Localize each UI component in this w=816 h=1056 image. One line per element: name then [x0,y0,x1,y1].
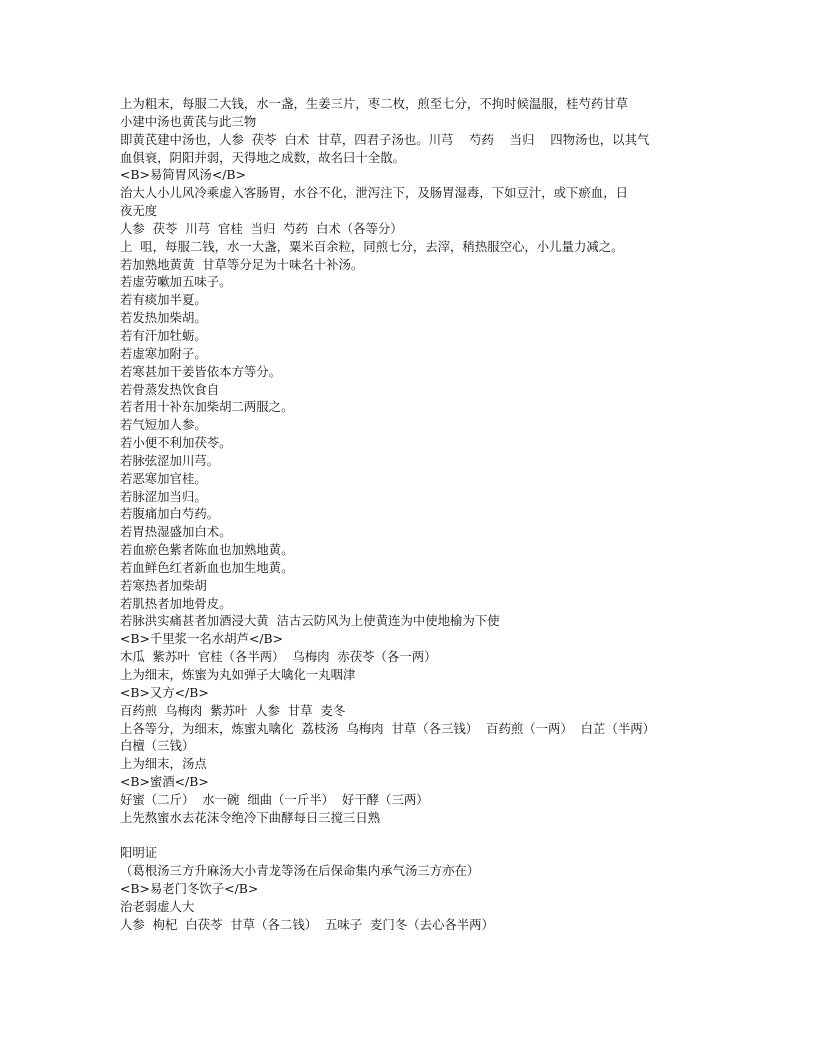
text-line: 若有痰加半夏。 [120,292,207,308]
text-line: （葛根汤三方升麻汤大小青龙等汤在后保命集内承气汤三方亦在） [120,863,480,879]
text-line: 若者用十补东加柴胡二两服之。 [120,399,294,415]
text-line: 即黄芪建中汤也，人参 茯苓 白术 甘草，四君子汤也。川芎 芍药 当归 四物汤也，以其气 [120,131,650,147]
text-line: <B>易简胃风汤</B> [120,167,246,183]
text-line: 若虚劳嗽加五味子。 [120,274,232,290]
text-line: 若寒热者加柴胡 [120,577,207,593]
text-line: 若虚寒加附子。 [120,345,207,361]
text-line: 若小便不利加茯苓。 [120,435,232,451]
text-line: 血俱衰，阴阳并弱，天得地之成数，故名曰十全散。 [120,149,405,165]
text-line: 若骨蒸发热饮食自 [120,381,220,397]
text-line: 若脉洪实痛甚者加酒浸大黄 洁古云防风为上使黄连为中使地榆为下使 [120,613,500,629]
text-line: 上为粗末，每服二大钱，水一盏，生姜三片，枣二枚，煎至七分，不拘时候温服，桂芍药甘草 [120,96,629,111]
text-line: <B>蜜酒</B> [120,774,209,790]
text-line: 若肌热者加地骨皮。 [120,595,232,611]
text-line: 若胃热湿盛加白术。 [120,524,232,540]
text-line: <B>又方</B> [120,684,209,700]
text-line: 若脉涩加当归。 [120,488,207,504]
text-line: 若发热加柴胡。 [120,310,207,326]
text-line: 若血鲜色红者新血也加生地黄。 [120,559,294,575]
text-line: 若加熟地黄黄 甘草等分足为十味名十补汤。 [120,256,364,272]
text-line: 夜无度 [120,203,158,219]
text-line: 若有汗加牡蛎。 [120,327,207,343]
text-line: 若腹痛加白芍药。 [120,506,220,522]
text-line: 白檀（三钱） [120,738,195,754]
text-line: 若恶寒加官桂。 [120,470,207,486]
text-line: <B>易老门冬饮子</B> [120,881,259,897]
text-line: 上为细末，汤点 [120,756,207,772]
text-line: 治老弱虚人大 [120,898,195,914]
text-line: 人参 枸杞 白茯苓 甘草（各二钱） 五味子 麦门冬（去心各半两） [120,916,494,932]
text-line: 好蜜（二斤） 水一碗 细曲（一斤半） 好干酵（三两） [120,791,429,807]
text-line: 若寒甚加干姜皆依本方等分。 [120,363,282,379]
text-line: 上各等分，为细末，炼蜜丸噙化 荔枝汤 乌梅肉 甘草（各三钱） 百药煎（一两） 白芷（半两） [120,720,656,736]
text-line: 上为细末，炼蜜为丸如弹子大噙化一丸咽津 [120,667,356,682]
text-line: 百药煎 乌梅肉 紫苏叶 人参 甘草 麦冬 [120,702,346,718]
text-line: 若脉弦涩加川芎。 [120,452,220,468]
text-line: <B>千里浆一名水胡芦</B> [120,631,284,647]
text-line: 木瓜 紫苏叶 官桂（各半两） 乌梅肉 赤茯苓（各一两） [120,649,437,665]
text-line: 上 咀，每服二钱，水一大盏，粟米百余粒，同煎七分，去滓，稍热服空心，小儿量力减之。 [120,238,624,254]
text-line: 人参 茯苓 川芎 官桂 当归 芍药 白术（各等分） [120,220,403,236]
text-line: 上先熬蜜水去花沫令绝冷下曲酵每日三搅三日熟 [120,809,381,825]
text-line: 若气短加人参。 [120,417,207,433]
document-body [120,95,700,934]
text-line: 小建中汤也黄芪与此三物 [120,113,257,129]
text-line: 阳明证 [120,845,158,861]
blank-line [120,827,700,845]
text-line: 治大人小儿风冷乘虚入客肠胃，水谷不化，泄泻注下，及肠胃湿毒，下如豆汁，或下瘀血，日 [120,185,629,201]
text-line: 若血瘀色紫者陈血也加熟地黄。 [120,542,294,558]
